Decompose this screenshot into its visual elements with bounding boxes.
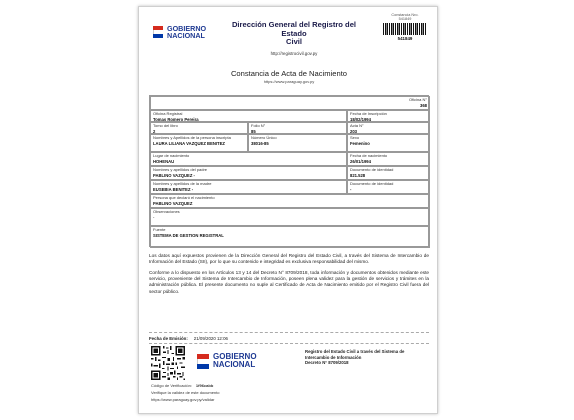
header-url: http://registrocivil.gov.py	[270, 51, 318, 57]
verification-code	[151, 383, 220, 390]
field-value: 2	[153, 128, 156, 134]
field-label: Persona que declaró el nacimiento	[153, 195, 215, 200]
footer-note	[305, 349, 425, 366]
field-value: 203	[350, 128, 357, 134]
field-lugar-nacimiento	[150, 152, 347, 166]
verification-instruction: Verifique la validez de este documento	[151, 389, 220, 395]
field-oficina-registral	[150, 110, 347, 122]
field-value: -	[153, 214, 155, 220]
field-value: -	[350, 186, 352, 192]
verification-code-value: 1f96cabb	[195, 383, 214, 388]
field-tomo	[150, 122, 248, 134]
field-declarante	[150, 194, 430, 208]
fecha-emision-label: Fecha de Emisión:	[149, 336, 188, 341]
verification-url[interactable]: https://www.paraguay.gov.py/validar	[151, 396, 215, 402]
field-value: SISTEMA DE GESTION REGISTRAL	[153, 232, 224, 238]
footer-note-line-3: Decreto N° 8709/2018	[305, 360, 349, 366]
field-label: Sexo	[350, 135, 360, 140]
field-label: Folio N°	[251, 123, 266, 128]
legal-text	[149, 253, 429, 299]
header-title-line-1: Dirección General del Registro del Estado	[231, 20, 357, 38]
document-title-block	[139, 69, 438, 84]
document-title: Constancia de Acta de Nacimiento	[230, 69, 348, 78]
field-label: Nombres y Apellidos de la persona inscripta	[153, 135, 231, 140]
field-doc-madre	[347, 180, 430, 194]
barcode-icon	[383, 23, 427, 35]
constancia-label: Constancia Nro.	[391, 13, 419, 17]
field-value: 85	[251, 128, 256, 134]
logo-text-line-1: GOBIERNO	[213, 352, 257, 361]
field-label: Observaciones	[153, 209, 180, 214]
fecha-emision	[149, 336, 228, 341]
field-nombres-inscripta	[150, 134, 248, 152]
footer-note-line-1: Registro del Estado Civil a través del Sistema de	[305, 349, 405, 354]
divider	[149, 343, 429, 344]
legal-paragraph-1: Los datos aquí expuestos provienen de la Dirección General del Registro del Estado Civil, a través del Sistema de Intercambio de Información del Estado (SII), por lo que su contenido e integridad es exclusiva responsabilidad del mismo.	[149, 253, 429, 265]
header	[139, 7, 438, 61]
field-label: Fuente	[153, 227, 166, 232]
field-doc-padre	[347, 166, 430, 180]
divider	[149, 332, 429, 333]
logo-text-line-1: GOBIERNO	[167, 24, 207, 33]
field-label: Nombres y apellidos del padre	[153, 167, 208, 172]
field-label: Documento de identidad	[350, 167, 394, 172]
logo-text-line-2: NACIONAL	[167, 31, 205, 41]
field-acta	[347, 122, 430, 134]
header-title	[219, 21, 369, 56]
field-value: 38016-85	[251, 140, 269, 146]
field-observaciones	[150, 208, 430, 226]
field-value: PABLINO VAZQUEZ	[153, 200, 193, 206]
constancia-number: 541849	[397, 36, 413, 41]
field-label: Tomo del libro	[153, 123, 178, 128]
field-label: Nombres y apellidos de la madre	[153, 181, 212, 186]
field-value: EUSEBIA BENITEZ -	[153, 186, 194, 192]
field-value: 821.528	[350, 172, 366, 178]
field-label: Oficina N°	[408, 97, 427, 102]
field-fecha-inscripcion	[347, 110, 430, 122]
field-label: Fecha de Inscripción	[350, 111, 387, 116]
field-value: 26/01/1994	[350, 158, 371, 164]
field-value: 368	[420, 102, 427, 108]
field-sexo	[347, 134, 430, 152]
document-page	[138, 6, 438, 414]
field-padre	[150, 166, 347, 180]
qr-code-icon	[151, 346, 185, 380]
field-label: Documento de identidad	[350, 181, 394, 186]
field-label: Fecha de nacimiento	[350, 153, 388, 158]
field-value: HOHENAU	[153, 158, 175, 164]
field-value: Tomas Romero Pereira	[153, 116, 199, 122]
field-madre	[150, 180, 347, 194]
logo-text-line-2: NACIONAL	[213, 360, 256, 369]
verification-block	[151, 383, 220, 403]
field-label: Lugar de nacimiento	[153, 153, 190, 158]
flag-icon	[197, 354, 209, 369]
field-fecha-nacimiento	[347, 152, 430, 166]
field-value: PABLINO VAZQUEZ -	[153, 172, 195, 178]
footer-note-line-2: Intercambio de Información	[305, 354, 362, 360]
field-value: 18/02/1994	[350, 116, 371, 122]
field-value: LAURA LILIANA VAZQUEZ BENITEZ	[153, 140, 225, 146]
field-oficina-n	[150, 96, 430, 110]
header-title-line-2: Civil	[285, 37, 303, 47]
gobierno-nacional-logo-footer	[197, 353, 257, 369]
flag-icon	[153, 26, 163, 38]
field-label: Acta N°	[350, 123, 364, 128]
legal-paragraph-2: Conforme a lo dispuesto en los Artículos 13 y 14 del Decreto N° 8709/2018, toda información y documentos obtenidos mediante este servicio, proveniente del Sistema de Intercambio de Información, poseen plena validez para la gestión de servicios y trámites en la administración pública. El presente documento no suple al Certificado de Acta de Nacimiento emitido por el Registro Civil fuera del sector público.	[149, 269, 429, 294]
field-numero-unico	[248, 134, 347, 152]
fecha-emision-value: 21/09/2020 12:06	[193, 336, 228, 341]
fields-table	[149, 95, 429, 247]
constancia-number-box	[381, 13, 429, 41]
constancia-value: 541849	[398, 17, 412, 21]
field-folio	[248, 122, 347, 134]
verification-code-label: Código de Verificación:	[151, 383, 192, 388]
field-fuente	[150, 226, 430, 248]
field-value: Femenino	[350, 140, 370, 146]
document-url: https://www.paraguay.gov.py	[263, 79, 315, 84]
field-label: Número Único	[251, 135, 277, 140]
field-label: Oficina Registral	[153, 111, 183, 116]
gobierno-nacional-logo	[153, 25, 206, 39]
